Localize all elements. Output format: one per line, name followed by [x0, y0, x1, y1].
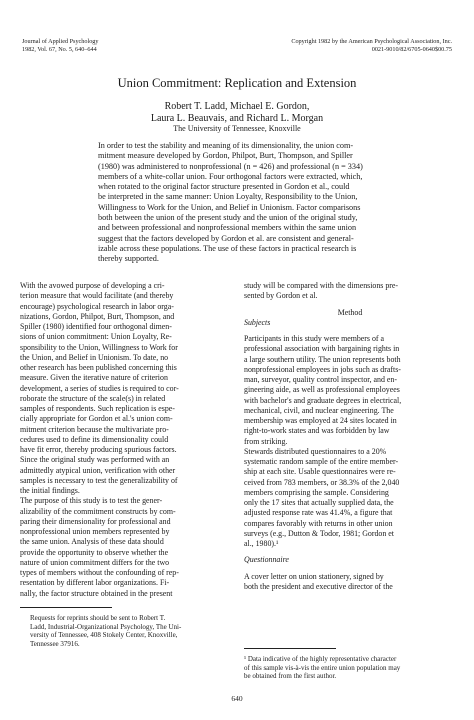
- authors-line-2: Laura L. Beauvais, and Richard L. Morgan: [150, 112, 324, 124]
- body-line: study will be compared with the dimensions pre-: [244, 281, 399, 290]
- footnote-line: of this sample vis-à-vis the entire union population may: [244, 663, 401, 672]
- copyright-text: Copyright 1982 by the American Psychological Association, Inc.: [291, 38, 452, 45]
- body-line: the same union. Analysis of these data should: [20, 537, 164, 547]
- footnote-line: Requests for reprints should be sent to Robert T.: [30, 614, 166, 622]
- subjects-heading: Subjects: [244, 317, 271, 327]
- body-line: members comprising the sample. Considering: [244, 487, 389, 497]
- journal-name: Journal of Applied Psychology: [22, 38, 99, 45]
- author-list: [0, 101, 474, 124]
- abstract-line: members of a white-collar union. Four orthogonal factors were extracted, which,: [98, 171, 363, 181]
- body-line: Spiller (1980) identified four orthogonal dimen-: [20, 322, 172, 331]
- authors-line-1: Robert T. Ladd, Michael E. Gordon,: [164, 101, 310, 112]
- body-line: the Union, and Belief in Unionism. To date, no: [20, 352, 169, 362]
- body-line: only the 17 sites that actually supplied data, the: [244, 498, 394, 507]
- body-line: terion measure that would facilitate (and thereby: [20, 291, 174, 301]
- footnote-line: Tennessee 37916.: [30, 639, 80, 648]
- body-line: With the avowed purpose of developing a cri-: [20, 281, 165, 290]
- body-line: types of members without the confounding of rep-: [20, 568, 179, 577]
- body-line: Stewards distributed questionnaires to a 20%: [244, 446, 387, 456]
- copyright-header: [291, 38, 452, 53]
- body-line: a large southern utility. The union represents both: [244, 354, 401, 364]
- body-line: from striking.: [244, 436, 288, 446]
- footnote-rule-right: [244, 648, 336, 649]
- abstract-line: when rotated to the original factor structure presented in Gordon et al., could: [98, 182, 350, 192]
- abstract-line: be interpreted in the same manner: Union Loyalty, Responsibility to the Union,: [98, 192, 358, 202]
- abstract-line: thereby supported.: [98, 254, 159, 264]
- body-line: cially appropriate for Gordon et al.'s union com-: [20, 414, 173, 424]
- body-line: nonprofessional union members represented by: [20, 527, 170, 536]
- body-line: samples is necessary to test the generalizability of: [20, 475, 178, 485]
- body-line: development, a series of studies is required to cor-: [20, 383, 179, 393]
- body-line: alizability of the commitment constructs by com-: [20, 506, 176, 516]
- body-line: mechanical, civil, and nuclear engineering. The: [244, 405, 394, 415]
- body-line: nonprofessional employees in jobs such as drafts-: [244, 364, 401, 374]
- body-line: measure. Given the iterative nature of criterion: [20, 373, 168, 383]
- body-line: Since the original study was performed with an: [20, 455, 170, 465]
- abstract-line: mitment measure developed by Gordon, Philpot, Burt, Thompson, and Spiller: [98, 151, 353, 161]
- body-line: admittedly atypical union, verification with other: [20, 465, 176, 475]
- footnote-line: versity of Tennessee, 408 Stokely Center, Knoxville,: [30, 631, 178, 640]
- body-line: al., 1980).¹: [244, 539, 279, 548]
- body-line: nizations, Gordon, Philpot, Burt, Thompson, and: [20, 311, 175, 321]
- body-line: The purpose of this study is to test the gener-: [20, 496, 163, 506]
- body-line: other research has been published concerning this: [20, 363, 177, 372]
- body-line: A cover letter on union stationery, signed by: [244, 571, 384, 581]
- body-line: with bachelor's and graduate degrees in electrical,: [244, 395, 402, 405]
- body-line: ceived from 783 members, or 38.3% of the 2,040: [244, 477, 400, 487]
- body-line: professional association with bargaining rights in: [244, 344, 400, 354]
- page-number: 640: [231, 694, 243, 703]
- footnote-line: ¹ Data indicative of the highly representative character: [244, 655, 397, 663]
- abstract-line: Willingness to Work for the Union, and Belief in Unionism. Factor comparisons: [98, 202, 361, 212]
- abstract-line: izable across these populations. The use of these factors in practical research is: [98, 243, 357, 253]
- abstract-line: In order to test the stability and meaning of its dimensionality, the union com-: [98, 141, 354, 150]
- body-line: right-to-work states and was forbidden by law: [244, 426, 390, 436]
- abstract: [98, 141, 382, 265]
- data-footnote: [244, 655, 400, 681]
- body-line: adjusted response rate was 41.4%, a figure that: [244, 508, 393, 518]
- journal-header: [22, 38, 98, 53]
- body-line: Participants in this study were members of a: [244, 334, 385, 343]
- body-line: paring their dimensionality for professional and: [20, 516, 171, 526]
- body-line: resentation by different labor organizations. Fi-: [20, 578, 170, 588]
- reprint-footnote: [30, 614, 181, 648]
- body-line: man, surveyor, quality control inspector, and en-: [244, 375, 397, 384]
- body-line: sponsibility to the Union, Willingness to Work for: [20, 342, 178, 352]
- journal-volume: 1982, Vol. 67, No. 5, 640–644: [22, 45, 97, 53]
- body-line: nature of union commitment differs for the two: [20, 557, 170, 567]
- left-column-body: [20, 281, 234, 599]
- abstract-line: both between the union of the present study and the union of the original study,: [98, 213, 358, 223]
- affiliation: The University of Tennessee, Knoxville: [173, 124, 301, 133]
- footnote-line: be obtained from the first author.: [244, 672, 337, 681]
- questionnaire-heading: Questionnaire: [244, 555, 289, 565]
- body-line: both the president and executive director of the: [244, 581, 393, 591]
- body-line: provide the opportunity to observe whether the: [20, 547, 169, 557]
- abstract-line: and between professional and nonprofessional members within the same union: [98, 223, 357, 233]
- body-line: sented by Gordon et al.: [244, 291, 318, 301]
- body-line: roborate the structure of the scale(s) in related: [20, 393, 166, 403]
- right-column-body: [244, 281, 456, 592]
- footnote-line: Ladd, Industrial-Organizational Psychology, The Uni-: [30, 622, 182, 631]
- body-line: have fit error, thereby producing spurious factors.: [20, 445, 177, 454]
- body-line: membership was employed at 24 sites located in: [244, 416, 397, 425]
- paper-title: Union Commitment: Replication and Extension: [117, 76, 357, 90]
- body-line: sions of union commitment: Union Loyalty, Re-: [20, 332, 172, 342]
- body-line: compares favorably with returns in other union: [244, 518, 393, 528]
- body-line: surveys (e.g., Dutton & Todor, 1981; Gordon et: [244, 528, 394, 538]
- body-line: ship at each site. Usable questionnaires were re-: [244, 467, 396, 477]
- body-line: encourage) psychological research in labor orga-: [20, 301, 174, 311]
- body-line: nally, the factor structure obtained in the present: [20, 588, 173, 598]
- issn-code: 0021-9010/82/6705-0640$00.75: [371, 45, 452, 53]
- abstract-line: (1980) was administered to nonprofessional (n = 426) and professional (n = 334): [98, 161, 363, 171]
- footnote-rule-left: [20, 607, 112, 608]
- body-line: samples of respondents. Such replication is espe-: [20, 404, 175, 413]
- body-line: gineering aide, as well as professional employees: [244, 385, 400, 395]
- body-line: systematic random sample of the entire member-: [244, 457, 399, 466]
- abstract-line: suggest that the factors developed by Gordon et al. are consistent and general-: [98, 233, 354, 243]
- body-line: the initial findings.: [20, 486, 80, 495]
- body-line: cedures used to define its dimensionality could: [20, 434, 169, 444]
- method-heading: Method: [337, 307, 363, 317]
- body-line: mitment criterion because the multivariate pro-: [20, 424, 169, 434]
